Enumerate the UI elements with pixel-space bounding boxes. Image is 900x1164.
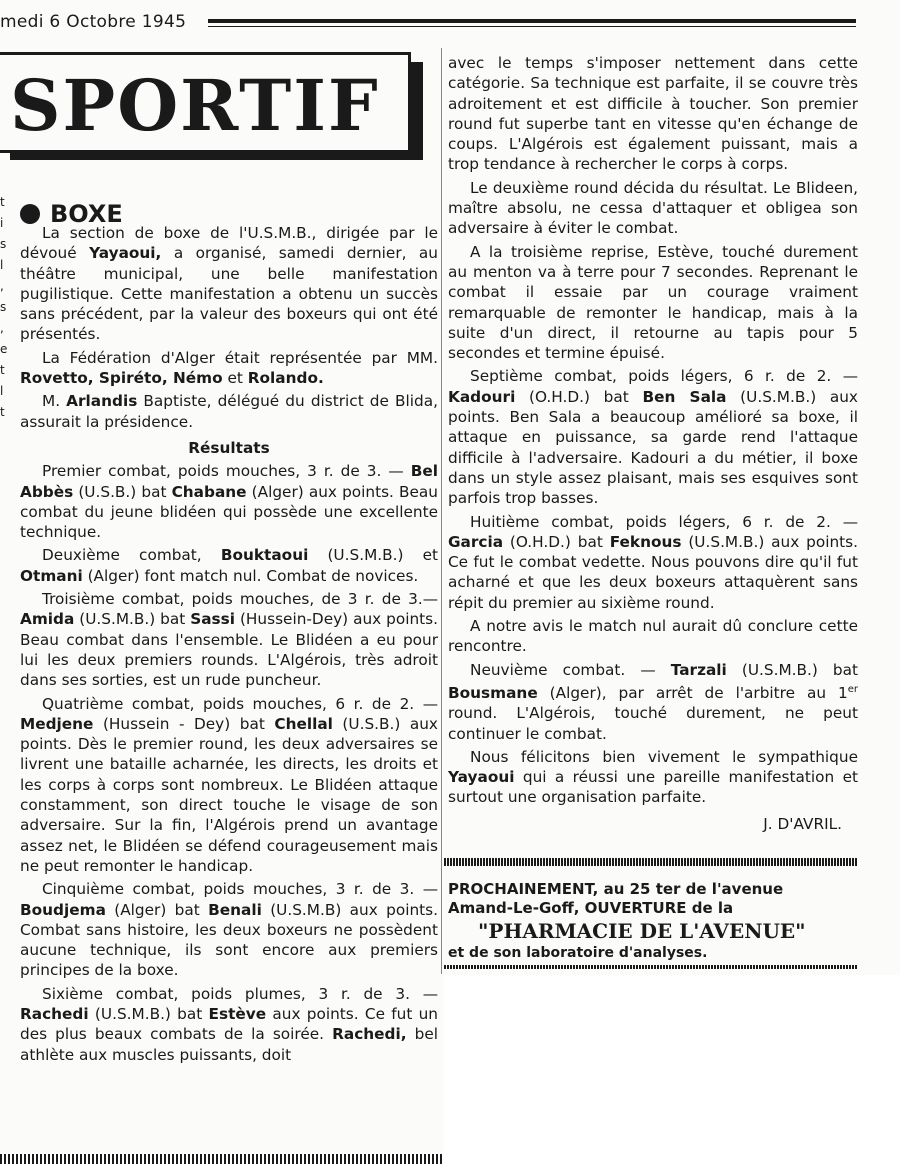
column-divider — [441, 48, 442, 974]
margin-letter: t — [0, 195, 5, 209]
blank-area — [443, 975, 900, 1164]
banner-title: SPORTIF — [10, 64, 380, 147]
dateline-rule-thin — [208, 26, 856, 27]
opinion-paragraph: A notre avis le match nul aurait dû conclure cette rencontre. — [448, 617, 858, 656]
margin-letter: , — [0, 279, 4, 293]
third-round-paragraph: A la troisième reprise, Estève, touché durement au menton va à terre pour 7 secondes. Reprenant le combat il essaie par un courage vraiment remarquable de remonter le handicap, mais à la suite d'un direct, il retourne au tapis pour 5 secondes et termine épuisé. — [448, 242, 858, 363]
congratulations-paragraph: Nous félicitons bien vivement le sympathique Yayaoui qui a réussi une pareille manifestation et surtout une organisation parfaite. — [448, 747, 858, 807]
federation-paragraph: La Fédération d'Alger était représentée par MM. Rovetto, Spiréto, Némo et Rolando. — [20, 348, 438, 388]
continuation-paragraph: avec le temps s'imposer nettement dans cette catégorie. Sa technique est parfaite, il se couvre très adroitement et est difficile à toucher. Son premier round fut superbe tant en vitesse qu'en échange de coups. L'Algérois est également puissant, mais a trop tendance à rechercher le corps à corps. — [448, 54, 858, 174]
right-column — [448, 53, 858, 837]
combat-3: Troisième combat, poids mouches, de 3 r. de 3.— Amida (U.S.M.B.) bat Sassi (Hussein-Dey) aux points. Beau combat dans l'ensemble. Le Blidéen a eu pour lui les deux premiers rounds. L'Algérois, très adroit dans ses sorties, est un rude puncheur. — [20, 590, 438, 690]
section-title: BOXE — [50, 200, 123, 228]
ad-pharmacy-name: "PHARMACIE DE L'AVENUE" — [478, 919, 806, 943]
margin-letter: t — [0, 405, 5, 419]
signature: J. D'AVRIL. — [763, 814, 842, 833]
presidency-paragraph: M. Arlandis Baptiste, délégué du district de Blida, assurait la présidence. — [20, 392, 438, 431]
margin-letter: t — [0, 363, 5, 377]
margin-letter: i — [0, 216, 4, 230]
combat-6: Sixième combat, poids plumes, 3 r. de 3. — Rachedi (U.S.M.B.) bat Estève aux points. Ce fut un des plus beaux combats de la soirée. Rachedi, bel athlète aux muscles puissants, doit — [20, 984, 439, 1064]
dateline: medi 6 Octobre 1945 — [0, 12, 187, 32]
ad-rule-bottom — [444, 965, 858, 969]
bottom-rule — [0, 1154, 443, 1164]
ad-line-2: Amand-Le-Goff, OUVERTURE de la — [448, 899, 734, 917]
combat-7: Septième combat, poids légers, 6 r. de 2. — Kadouri (O.H.D.) bat Ben Sala (U.S.M.B.) aux points. Ben Sala a beaucoup amélioré sa boxe, il attaque en puissance, sa garde rend l'attaque difficile à l'adversaire. Kadouri a du métier, il boxe dans un style assez plaisant, mais ses esquives sont parfois trop basses. — [448, 367, 858, 508]
intro-paragraph: La section de boxe de l'U.S.M.B., dirigée par le dévoué Yayaoui, a organisé, samedi dernier, au théâtre municipal, une belle manifestation pugilistique. Cette manifestation a obtenu un succès sans précédent, par la valeur des boxeurs qui ont été présentés. — [20, 224, 438, 344]
combat-8: Huitième combat, poids légers, 6 r. de 2. — Garcia (O.H.D.) bat Feknous (U.S.M.B.) aux points. Ce fut le combat vedette. Nous pouvons dire qu'il fut acharné et que les deux boxeurs attaquèrent sans répit du premier au sixième round. — [448, 512, 858, 612]
margin-letter: l — [0, 384, 4, 398]
margin-letter: e — [0, 342, 8, 356]
margin-letter: s — [0, 300, 7, 314]
margin-letter: l — [0, 258, 4, 272]
combat-5: Cinquième combat, poids mouches, 3 r. de 3. — Boudjema (Alger) bat Benali (U.S.M.B) aux points. Combat sans histoire, les deux boxeurs ne possèdent aucune technique, ils sont encore aux premiers principes de la boxe. — [20, 880, 438, 980]
ad-line-1: PROCHAINEMENT, au 25 ter de l'avenue — [448, 880, 784, 898]
combat-4: Quatrième combat, poids mouches, 6 r. de 2. — Medjene (Hussein - Dey) bat Chellal (U.S.B.) aux points. Dès le premier round, les deux adversaires se livrent une bataille acharnée, les directs, les droits et les corps à corps sont nombreux. Le Blidéen attaque constamment, son direct touche le visage de son adversaire. Sur la fin, l'Algérois prend un avantage assez net, le Blidéen se défend courageusement mais ne peut remonter le handicap. — [20, 694, 438, 875]
combat-1: Premier combat, poids mouches, 3 r. de 3. — Bel Abbès (U.S.B.) bat Chabane (Alger) aux points. Beau combat du jeune blidéen qui possède une excellente technique. — [20, 462, 438, 542]
bullet-icon — [20, 204, 40, 224]
ad-rule-top — [444, 858, 858, 866]
margin-letter: s — [0, 237, 7, 251]
combat-2: Deuxième combat, Bouktaoui (U.S.M.B.) et Otmani (Alger) font match nul. Combat de novices. — [20, 546, 438, 585]
ad-line-4: et de son laboratoire d'analyses. — [448, 945, 708, 961]
left-column — [20, 223, 438, 1068]
dateline-rule — [208, 19, 856, 23]
margin-letters — [0, 192, 8, 423]
combat-9: Neuvième combat. — Tarzali (U.S.M.B.) bat Bousmane (Alger), par arrêt de l'arbitre au 1er round. L'Algérois, touché durement, ne peut continuer le combat. — [448, 660, 859, 743]
results-heading: Résultats — [188, 438, 270, 457]
second-round-paragraph: Le deuxième round décida du résultat. Le Blideen, maître absolu, ne cessa d'attaquer et obligea son adversaire à éviter le combat. — [448, 178, 858, 238]
banner-shadow-right — [411, 62, 423, 157]
banner-shadow-bottom — [10, 150, 423, 160]
sportif-banner — [0, 52, 420, 160]
pharmacy-ad — [448, 880, 858, 962]
margin-letter: , — [0, 321, 4, 335]
